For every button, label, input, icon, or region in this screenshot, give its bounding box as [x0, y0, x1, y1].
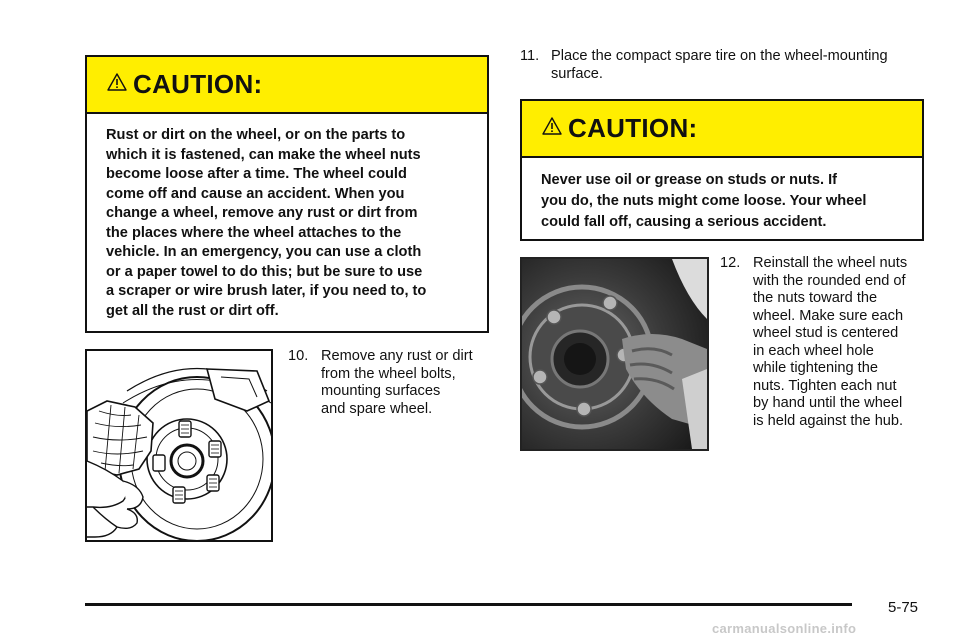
caution-header	[87, 57, 487, 114]
caution-line: change a wheel, remove any rust or dirt from	[106, 205, 418, 221]
caution-line: which it is fastened, can make the wheel nuts	[106, 146, 421, 163]
caution-title: CAUTION:	[133, 69, 263, 99]
step-line: Reinstall the wheel nuts	[753, 255, 908, 271]
caution-title: CAUTION:	[568, 113, 698, 143]
step-10	[288, 348, 493, 428]
caution-line: Never use oil or grease on studs or nuts. If	[541, 172, 838, 188]
step-number: 12.	[720, 255, 741, 271]
step-line: the nuts toward the	[753, 290, 878, 306]
step-text	[551, 48, 931, 83]
step-line: nuts. Tighten each nut	[753, 377, 897, 394]
step-11	[520, 48, 930, 88]
warning-triangle-icon	[542, 117, 562, 140]
caution-line: you do, the nuts might come loose. Your wheel	[541, 193, 867, 209]
step-line: mounting surfaces	[321, 383, 441, 399]
step-12	[720, 255, 930, 435]
page-number: 5-75	[888, 599, 919, 616]
caution-line: Rust or dirt on the wheel, or on the parts to	[106, 127, 406, 143]
caution-line: vehicle. In an emergency, you can use a cloth	[106, 244, 422, 260]
caution-box-rust	[85, 55, 489, 333]
footer-rule	[85, 603, 852, 606]
step-line: in each wheel hole	[753, 342, 874, 359]
step-line: with the rounded end of	[753, 272, 906, 289]
caution-line: could fall off, causing a serious accident.	[541, 214, 827, 230]
watermark: carmanualsonline.info	[712, 621, 857, 636]
step-line: and spare wheel.	[321, 400, 433, 417]
step-line: by hand until the wheel	[753, 395, 903, 411]
step-number: 11.	[520, 48, 540, 64]
step-line: wheel stud is centered	[753, 325, 899, 341]
caution-line: a scraper or wire brush later, if you need to, to	[106, 283, 427, 299]
step-line: wheel. Make sure each	[753, 307, 904, 324]
caution-line: the places where the wheel attaches to the	[106, 224, 402, 241]
wheel-nut-photo	[520, 257, 709, 451]
caution-line: or a paper towel to do this; but be sure to use	[106, 263, 423, 280]
step-line: from the wheel bolts,	[321, 365, 456, 382]
step-line: Place the compact spare tire on the wheel-mounting	[551, 48, 888, 64]
step-line: Remove any rust or dirt	[321, 348, 473, 364]
wheel-hub-cleaning-illustration	[85, 349, 273, 542]
caution-text	[522, 158, 922, 233]
caution-line: become loose after a time. The wheel could	[106, 166, 407, 182]
warning-triangle-icon	[107, 73, 127, 96]
caution-line: come off and cause an accident. When you	[106, 185, 405, 202]
step-line: surface.	[551, 65, 603, 82]
caution-box-oil	[520, 99, 924, 241]
caution-header	[522, 101, 922, 158]
caution-text	[87, 114, 487, 321]
step-line: while tightening the	[753, 360, 878, 376]
step-number: 10.	[288, 348, 309, 364]
caution-line: get all the rust or dirt off.	[106, 302, 279, 319]
step-text	[753, 255, 928, 430]
step-text	[321, 348, 496, 418]
step-line: is held against the hub.	[753, 412, 904, 429]
